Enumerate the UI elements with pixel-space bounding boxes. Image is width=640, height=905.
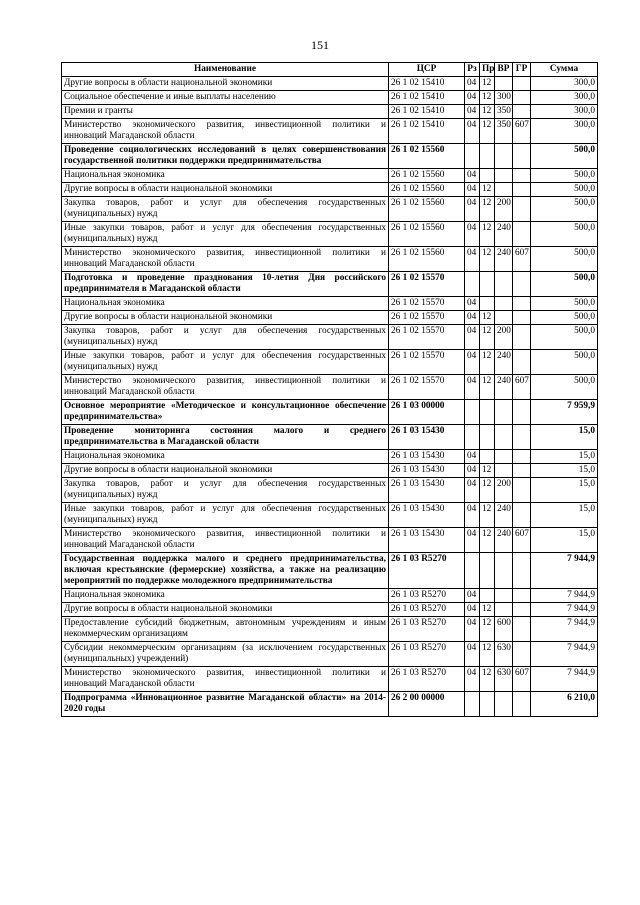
cell-name: Проведение мониторинга состояния малого и среднего предпринимательства в Магаданской области [62, 425, 389, 450]
cell-rz: 04 [465, 197, 480, 222]
cell-pr: 12 [480, 222, 495, 247]
table-row [62, 350, 598, 375]
header-code: ЦСР [389, 63, 465, 77]
cell-vr: 200 [495, 478, 513, 503]
cell-vr [495, 603, 513, 617]
table-row [62, 247, 598, 272]
cell-rz: 04 [465, 91, 480, 105]
cell-vr [495, 400, 513, 425]
cell-sum: 7 944,9 [531, 642, 598, 667]
cell-rz [465, 272, 480, 297]
table-body [62, 77, 598, 717]
cell-pr [480, 553, 495, 589]
cell-name: Национальная экономика [62, 297, 389, 311]
cell-name: Министерство экономического развития, инвестиционной политики и инноваций Магаданской области [62, 528, 389, 553]
cell-gr [513, 325, 531, 350]
cell-gr [513, 311, 531, 325]
cell-vr: 240 [495, 222, 513, 247]
cell-vr: 350 [495, 119, 513, 144]
cell-pr: 12 [480, 311, 495, 325]
cell-gr [513, 503, 531, 528]
cell-code: 26 1 03 15430 [389, 478, 465, 503]
cell-sum: 300,0 [531, 77, 598, 91]
cell-gr [513, 197, 531, 222]
cell-sum: 500,0 [531, 272, 598, 297]
cell-vr: 630 [495, 667, 513, 692]
cell-name: Иные закупки товаров, работ и услуг для обеспечения государственных (муниципальных) нужд [62, 222, 389, 247]
cell-gr: 607 [513, 247, 531, 272]
cell-name: Подготовка и проведение празднования 10-летия Дня российского предпринимателя в Магаданской области [62, 272, 389, 297]
table-row [62, 617, 598, 642]
cell-rz: 04 [465, 528, 480, 553]
cell-pr: 12 [480, 667, 495, 692]
cell-gr [513, 642, 531, 667]
table-header-row [62, 63, 598, 77]
table-row [62, 272, 598, 297]
cell-pr: 12 [480, 478, 495, 503]
cell-rz: 04 [465, 667, 480, 692]
cell-vr [495, 297, 513, 311]
cell-vr: 630 [495, 642, 513, 667]
cell-name: Национальная экономика [62, 169, 389, 183]
cell-gr [513, 425, 531, 450]
cell-name: Иные закупки товаров, работ и услуг для обеспечения государственных (муниципальных) нужд [62, 503, 389, 528]
table-row [62, 119, 598, 144]
cell-code: 26 1 02 15570 [389, 272, 465, 297]
cell-vr [495, 272, 513, 297]
cell-sum: 500,0 [531, 297, 598, 311]
cell-vr: 200 [495, 197, 513, 222]
cell-name: Социальное обеспечение и иные выплаты населению [62, 91, 389, 105]
header-vr: ВР [495, 63, 513, 77]
cell-pr: 12 [480, 503, 495, 528]
cell-sum: 300,0 [531, 119, 598, 144]
cell-code: 26 1 02 15560 [389, 247, 465, 272]
cell-sum: 300,0 [531, 91, 598, 105]
cell-code: 26 1 02 15560 [389, 169, 465, 183]
cell-pr: 12 [480, 464, 495, 478]
cell-gr [513, 464, 531, 478]
cell-code: 26 1 02 15570 [389, 311, 465, 325]
cell-vr: 200 [495, 325, 513, 350]
cell-sum: 500,0 [531, 183, 598, 197]
header-sum: Сумма [531, 63, 598, 77]
cell-gr [513, 400, 531, 425]
cell-pr: 12 [480, 375, 495, 400]
cell-pr: 12 [480, 603, 495, 617]
cell-code: 26 1 03 15430 [389, 528, 465, 553]
cell-name: Министерство экономического развития, инвестиционной политики и инноваций Магаданской области [62, 247, 389, 272]
cell-gr: 607 [513, 667, 531, 692]
cell-vr: 240 [495, 247, 513, 272]
cell-pr [480, 272, 495, 297]
cell-rz: 04 [465, 642, 480, 667]
cell-gr [513, 617, 531, 642]
cell-gr [513, 77, 531, 91]
cell-name: Премии и гранты [62, 105, 389, 119]
cell-rz [465, 692, 480, 717]
cell-vr [495, 183, 513, 197]
cell-code: 26 1 02 15570 [389, 297, 465, 311]
cell-gr [513, 105, 531, 119]
header-rz: Рз [465, 63, 480, 77]
cell-pr [480, 450, 495, 464]
cell-rz: 04 [465, 77, 480, 91]
cell-name: Иные закупки товаров, работ и услуг для обеспечения государственных (муниципальных) нужд [62, 350, 389, 375]
cell-rz: 04 [465, 603, 480, 617]
cell-code: 26 1 03 R5270 [389, 617, 465, 642]
cell-code: 26 1 02 15570 [389, 350, 465, 375]
cell-vr [495, 589, 513, 603]
table-row [62, 503, 598, 528]
cell-pr: 12 [480, 77, 495, 91]
table-row [62, 425, 598, 450]
cell-code: 26 1 02 15560 [389, 183, 465, 197]
cell-gr [513, 589, 531, 603]
cell-gr [513, 603, 531, 617]
cell-pr [480, 169, 495, 183]
table-row [62, 528, 598, 553]
cell-pr [480, 589, 495, 603]
cell-name: Предоставление субсидий бюджетным, автономным учреждениям и иным некоммерческим организациям [62, 617, 389, 642]
cell-pr: 12 [480, 617, 495, 642]
cell-gr [513, 91, 531, 105]
cell-pr: 12 [480, 642, 495, 667]
cell-gr: 607 [513, 375, 531, 400]
cell-pr: 12 [480, 183, 495, 197]
cell-gr [513, 183, 531, 197]
cell-sum: 500,0 [531, 222, 598, 247]
cell-vr: 240 [495, 350, 513, 375]
cell-sum: 7 944,9 [531, 589, 598, 603]
cell-code: 26 1 02 15560 [389, 222, 465, 247]
cell-rz: 04 [465, 169, 480, 183]
table-row [62, 144, 598, 169]
cell-pr: 12 [480, 528, 495, 553]
cell-sum: 7 959,9 [531, 400, 598, 425]
cell-gr [513, 350, 531, 375]
header-gr: ГР [513, 63, 531, 77]
cell-gr: 607 [513, 528, 531, 553]
cell-rz: 04 [465, 222, 480, 247]
cell-code: 26 1 02 15410 [389, 105, 465, 119]
cell-vr: 350 [495, 105, 513, 119]
cell-name: Другие вопросы в области национальной экономики [62, 183, 389, 197]
cell-sum: 15,0 [531, 528, 598, 553]
cell-gr [513, 272, 531, 297]
cell-sum: 15,0 [531, 478, 598, 503]
cell-sum: 15,0 [531, 464, 598, 478]
page-number: 151 [311, 38, 329, 52]
cell-code: 26 1 03 15430 [389, 503, 465, 528]
cell-sum: 500,0 [531, 375, 598, 400]
table-row [62, 91, 598, 105]
cell-code: 26 1 03 R5270 [389, 642, 465, 667]
cell-rz: 04 [465, 503, 480, 528]
cell-sum: 7 944,9 [531, 617, 598, 642]
table-row [62, 325, 598, 350]
cell-pr [480, 400, 495, 425]
cell-pr: 12 [480, 197, 495, 222]
cell-code: 26 1 02 15570 [389, 325, 465, 350]
table-row [62, 478, 598, 503]
cell-rz: 04 [465, 183, 480, 197]
cell-code: 26 1 03 00000 [389, 400, 465, 425]
cell-pr: 12 [480, 119, 495, 144]
cell-rz: 04 [465, 325, 480, 350]
cell-sum: 15,0 [531, 503, 598, 528]
cell-rz: 04 [465, 450, 480, 464]
table-row [62, 642, 598, 667]
table-row [62, 105, 598, 119]
cell-name: Другие вопросы в области национальной экономики [62, 77, 389, 91]
cell-vr: 600 [495, 617, 513, 642]
cell-sum: 300,0 [531, 105, 598, 119]
cell-sum: 500,0 [531, 311, 598, 325]
cell-vr: 240 [495, 375, 513, 400]
cell-name: Министерство экономического развития, инвестиционной политики и инноваций Магаданской области [62, 119, 389, 144]
cell-vr: 300 [495, 91, 513, 105]
cell-sum: 7 944,9 [531, 603, 598, 617]
cell-pr: 12 [480, 105, 495, 119]
cell-pr [480, 425, 495, 450]
cell-name: Субсидии некоммерческим организациям (за исключением государственных (муниципальных) учреждений) [62, 642, 389, 667]
table-row [62, 464, 598, 478]
cell-sum: 500,0 [531, 197, 598, 222]
cell-sum: 500,0 [531, 169, 598, 183]
cell-vr [495, 553, 513, 589]
cell-rz [465, 144, 480, 169]
cell-name: Министерство экономического развития, инвестиционной политики и инноваций Магаданской области [62, 375, 389, 400]
cell-pr: 12 [480, 91, 495, 105]
cell-gr [513, 450, 531, 464]
cell-vr [495, 77, 513, 91]
table-row [62, 603, 598, 617]
cell-code: 26 1 02 15570 [389, 375, 465, 400]
table-row [62, 222, 598, 247]
table-row [62, 197, 598, 222]
cell-code: 26 1 02 15410 [389, 91, 465, 105]
cell-sum: 500,0 [531, 325, 598, 350]
cell-rz [465, 553, 480, 589]
cell-sum: 15,0 [531, 425, 598, 450]
cell-rz: 04 [465, 375, 480, 400]
cell-gr: 607 [513, 119, 531, 144]
cell-code: 26 1 03 R5270 [389, 589, 465, 603]
cell-code: 26 1 03 R5270 [389, 603, 465, 617]
cell-code: 26 1 02 15410 [389, 119, 465, 144]
table-row [62, 77, 598, 91]
cell-sum: 15,0 [531, 450, 598, 464]
cell-name: Подпрограмма «Инновационное развитие Магаданской области» на 2014-2020 годы [62, 692, 389, 717]
cell-code: 26 1 03 R5270 [389, 553, 465, 589]
cell-rz: 04 [465, 464, 480, 478]
cell-name: Национальная экономика [62, 589, 389, 603]
cell-pr: 12 [480, 325, 495, 350]
table-row [62, 667, 598, 692]
cell-rz [465, 400, 480, 425]
cell-name: Государственная поддержка малого и среднего предпринимательства, включая крестьянские (фермерские) хозяйства, а также на реализацию мероприятий по поддержке молодежного предпринимательства [62, 553, 389, 589]
header-name: Наименование [62, 63, 389, 77]
cell-rz: 04 [465, 589, 480, 603]
cell-code: 26 1 02 15560 [389, 144, 465, 169]
cell-gr [513, 478, 531, 503]
cell-gr [513, 169, 531, 183]
cell-name: Закупка товаров, работ и услуг для обеспечения государственных (муниципальных) нужд [62, 325, 389, 350]
cell-gr [513, 222, 531, 247]
cell-rz: 04 [465, 311, 480, 325]
table-row [62, 553, 598, 589]
cell-code: 26 1 03 15430 [389, 450, 465, 464]
cell-rz: 04 [465, 350, 480, 375]
cell-pr: 12 [480, 350, 495, 375]
cell-sum: 500,0 [531, 247, 598, 272]
cell-vr [495, 169, 513, 183]
header-pr: Пр [480, 63, 495, 77]
cell-rz: 04 [465, 105, 480, 119]
cell-pr [480, 297, 495, 311]
cell-code: 26 1 03 R5270 [389, 667, 465, 692]
cell-gr [513, 553, 531, 589]
cell-gr [513, 692, 531, 717]
cell-name: Министерство экономического развития, инвестиционной политики и инноваций Магаданской области [62, 667, 389, 692]
table-row [62, 183, 598, 197]
cell-vr [495, 311, 513, 325]
table-row [62, 692, 598, 717]
cell-rz: 04 [465, 617, 480, 642]
cell-sum: 7 944,9 [531, 553, 598, 589]
cell-vr [495, 464, 513, 478]
cell-rz: 04 [465, 119, 480, 144]
cell-vr [495, 425, 513, 450]
cell-name: Основное мероприятие «Методическое и консультационное обеспечение предпринимательства» [62, 400, 389, 425]
cell-sum: 7 944,9 [531, 667, 598, 692]
cell-gr [513, 297, 531, 311]
cell-vr [495, 692, 513, 717]
cell-code: 26 2 00 00000 [389, 692, 465, 717]
cell-code: 26 1 03 15430 [389, 425, 465, 450]
cell-code: 26 1 02 15560 [389, 197, 465, 222]
cell-pr [480, 144, 495, 169]
cell-vr: 240 [495, 528, 513, 553]
cell-sum: 500,0 [531, 144, 598, 169]
cell-name: Национальная экономика [62, 450, 389, 464]
cell-name: Закупка товаров, работ и услуг для обеспечения государственных (муниципальных) нужд [62, 197, 389, 222]
cell-code: 26 1 02 15410 [389, 77, 465, 91]
cell-name: Другие вопросы в области национальной экономики [62, 311, 389, 325]
table-row [62, 297, 598, 311]
cell-gr [513, 144, 531, 169]
cell-name: Другие вопросы в области национальной экономики [62, 603, 389, 617]
cell-vr [495, 450, 513, 464]
cell-pr: 12 [480, 247, 495, 272]
cell-vr [495, 144, 513, 169]
cell-sum: 6 210,0 [531, 692, 598, 717]
cell-rz: 04 [465, 297, 480, 311]
table-row [62, 400, 598, 425]
cell-rz: 04 [465, 478, 480, 503]
cell-code: 26 1 03 15430 [389, 464, 465, 478]
cell-rz: 04 [465, 247, 480, 272]
cell-rz [465, 425, 480, 450]
table-row [62, 169, 598, 183]
table-row [62, 311, 598, 325]
cell-name: Другие вопросы в области национальной экономики [62, 464, 389, 478]
table-row [62, 375, 598, 400]
cell-name: Проведение социологических исследований в целях совершенствования государственной политики поддержки предпринимательства [62, 144, 389, 169]
cell-pr [480, 692, 495, 717]
table-row [62, 450, 598, 464]
cell-sum: 500,0 [531, 350, 598, 375]
cell-vr: 240 [495, 503, 513, 528]
budget-table [61, 62, 598, 717]
table-row [62, 589, 598, 603]
cell-name: Закупка товаров, работ и услуг для обеспечения государственных (муниципальных) нужд [62, 478, 389, 503]
